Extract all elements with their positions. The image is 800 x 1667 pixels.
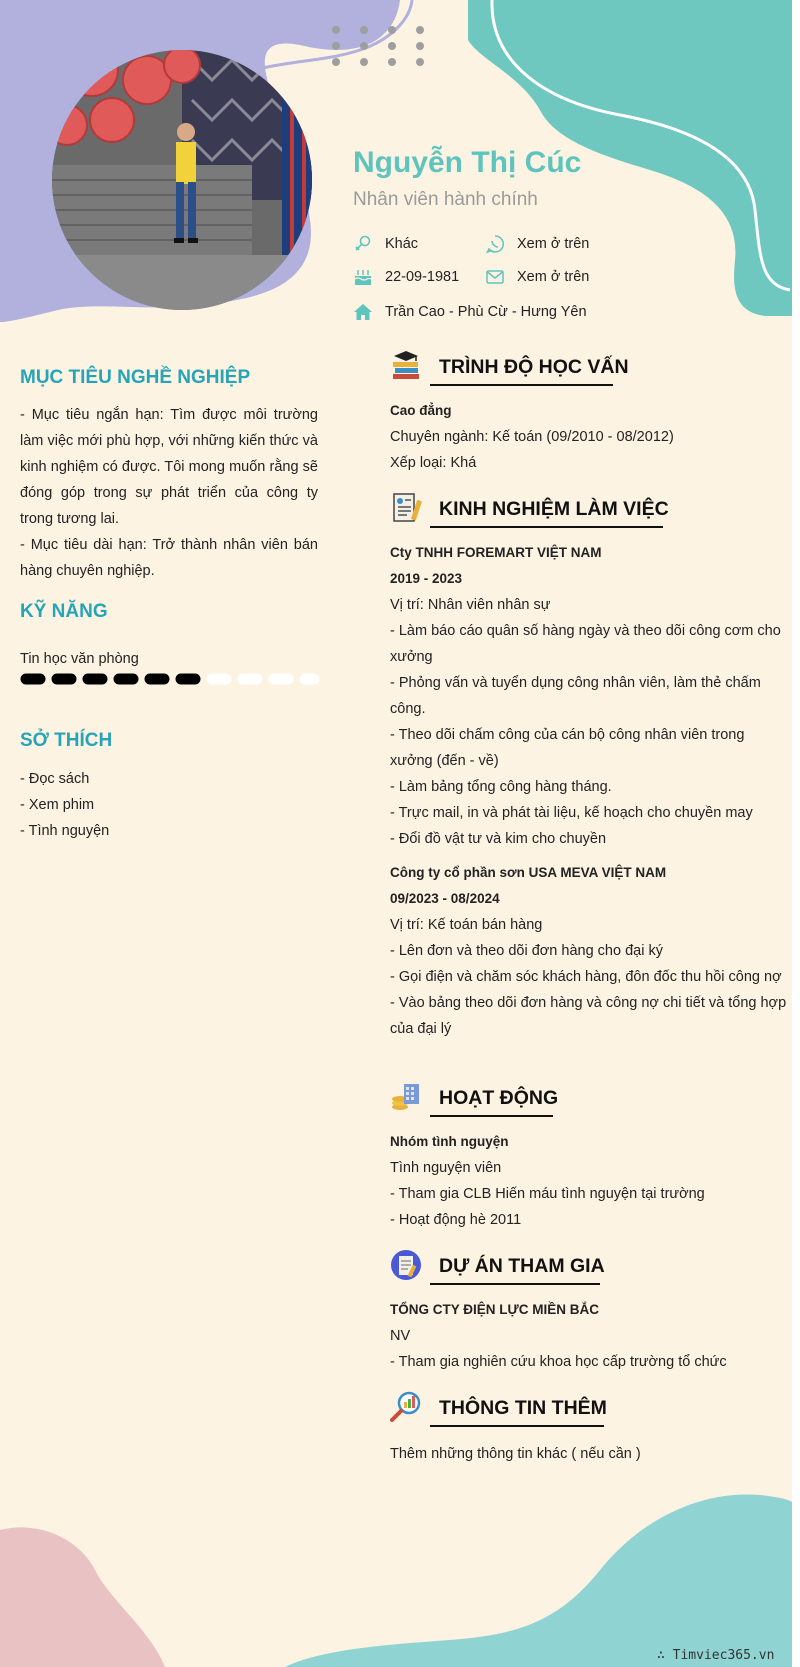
activities-section bbox=[390, 1081, 790, 1233]
email-value: Xem ở trên bbox=[517, 269, 590, 285]
experience-title: KINH NGHIỆM LÀM VIỆC bbox=[439, 498, 669, 520]
experience-section bbox=[390, 492, 790, 1042]
skill-level-bar bbox=[20, 673, 320, 685]
job-duty: - Gọi điện và chăm sóc khách hàng, đôn đốc thu hồi công nợ bbox=[390, 969, 782, 985]
job-duty: - Làm báo cáo quân số hàng ngày và theo dõi công cơm cho xưởng bbox=[390, 623, 781, 665]
address-value: Trần Cao - Phù Cừ - Hưng Yên bbox=[385, 304, 587, 320]
brand-watermark: ∴ Timviec365.vn bbox=[657, 1648, 775, 1663]
hobbies-list bbox=[20, 766, 109, 844]
job-duty: - Vào bảng theo dõi đơn hàng và công nợ chi tiết và tổng hợp của đại lý bbox=[390, 995, 787, 1037]
hobby-item: - Đọc sách bbox=[20, 771, 90, 787]
phone-value: Xem ở trên bbox=[517, 236, 590, 252]
project-icon bbox=[390, 1249, 422, 1281]
activity-org: Nhóm tình nguyện bbox=[390, 1134, 509, 1149]
books-graduation-icon bbox=[390, 350, 422, 382]
activity-line: - Hoạt động hè 2011 bbox=[390, 1212, 522, 1228]
education-underline bbox=[430, 384, 613, 386]
more-info-section bbox=[390, 1391, 790, 1467]
job-duty: - Đổi đồ vật tư và kim cho chuyền bbox=[390, 831, 607, 847]
email-row bbox=[485, 267, 589, 287]
more-info-text: Thêm những thông tin khác ( nếu cần ) bbox=[390, 1446, 641, 1462]
objective-title: MỤC TIÊU NGHỀ NGHIỆP bbox=[20, 367, 251, 388]
birthday-cake-icon bbox=[353, 267, 373, 287]
education-major: Chuyên ngành: Kế toán (09/2010 - 08/2012) bbox=[390, 429, 674, 445]
skills-title: KỸ NĂNG bbox=[20, 601, 108, 622]
job-duty: - Trực mail, in và phát tài liệu, kế hoạch cho chuyền may bbox=[390, 805, 753, 821]
activities-icon bbox=[390, 1081, 422, 1113]
gender-value: Khác bbox=[385, 236, 419, 252]
resume-experience-icon bbox=[390, 492, 422, 524]
magnifier-chart-icon bbox=[390, 1391, 422, 1423]
job-company: Công ty cổ phần sơn USA MEVA VIỆT NAM bbox=[390, 865, 667, 880]
job-period: 2019 - 2023 bbox=[390, 571, 463, 586]
activity-role: Tình nguyện viên bbox=[390, 1160, 502, 1176]
job-company: Cty TNHH FOREMART VIỆT NAM bbox=[390, 545, 602, 560]
footer-decoration bbox=[0, 1480, 792, 1667]
job-period: 09/2023 - 08/2024 bbox=[390, 891, 500, 906]
profile-photo bbox=[52, 50, 312, 310]
job-duty: - Phỏng vấn và tuyển dụng công nhân viên, làm thẻ chấm công. bbox=[390, 675, 761, 717]
phone-row bbox=[485, 234, 589, 254]
birthday-value: 22-09-1981 bbox=[385, 269, 460, 285]
skill-name: Tin học văn phòng bbox=[20, 651, 139, 667]
hobby-item: - Xem phim bbox=[20, 797, 95, 813]
education-title: TRÌNH ĐỘ HỌC VẤN bbox=[439, 356, 629, 378]
phone-icon bbox=[485, 234, 505, 254]
project-line: - Tham gia nghiên cứu khoa học cấp trường tổ chức bbox=[390, 1354, 727, 1370]
more-info-underline bbox=[430, 1425, 604, 1427]
birthday-row bbox=[353, 267, 459, 287]
home-icon bbox=[353, 302, 373, 322]
experience-underline bbox=[430, 526, 663, 528]
gender-row bbox=[353, 234, 418, 254]
projects-section bbox=[390, 1249, 790, 1375]
education-school: Cao đẳng bbox=[390, 403, 452, 418]
job-position: Vị trí: Kế toán bán hàng bbox=[390, 917, 543, 933]
objective-line: - Mục tiêu dài hạn: Trở thành nhân viên bán hàng chuyên nghiệp. bbox=[20, 537, 318, 579]
address-row bbox=[353, 302, 587, 322]
project-org: TỔNG CTY ĐIỆN LỰC MIỀN BẮC bbox=[390, 1302, 599, 1317]
activity-line: - Tham gia CLB Hiến máu tình nguyện tại trường bbox=[390, 1186, 705, 1202]
candidate-job-title: Nhân viên hành chính bbox=[353, 189, 538, 210]
activities-title: HOẠT ĐỘNG bbox=[439, 1087, 559, 1109]
objective-text bbox=[20, 402, 318, 584]
project-role: NV bbox=[390, 1328, 411, 1344]
job-duty: - Theo dõi chấm công của cán bộ công nhân viên trong xưởng (đến - về) bbox=[390, 727, 745, 769]
job-position: Vị trí: Nhân viên nhân sự bbox=[390, 597, 551, 613]
education-grade: Xếp loại: Khá bbox=[390, 455, 477, 471]
education-section bbox=[390, 350, 790, 476]
job-duty: - Làm bảng tổng công hàng tháng. bbox=[390, 779, 612, 795]
job-duty: - Lên đơn và theo dõi đơn hàng cho đại ký bbox=[390, 943, 663, 959]
activities-underline bbox=[430, 1115, 553, 1117]
email-icon bbox=[485, 267, 505, 287]
projects-underline bbox=[430, 1283, 600, 1285]
objective-line: - Mục tiêu ngắn hạn: Tìm được môi trường làm việc mới phù hợp, với những kiến thức và kinh nghiệm có được. Tôi mong muốn rằng sẽ đóng góp trong sự phát triển của công ty trong tương lai. bbox=[20, 407, 318, 527]
candidate-name: Nguyễn Thị Cúc bbox=[353, 146, 582, 179]
more-info-title: THÔNG TIN THÊM bbox=[439, 1397, 607, 1419]
hobbies-title: SỞ THÍCH bbox=[20, 730, 113, 751]
hobby-item: - Tình nguyện bbox=[20, 823, 110, 839]
projects-title: DỰ ÁN THAM GIA bbox=[439, 1255, 605, 1277]
gender-icon bbox=[353, 234, 373, 254]
